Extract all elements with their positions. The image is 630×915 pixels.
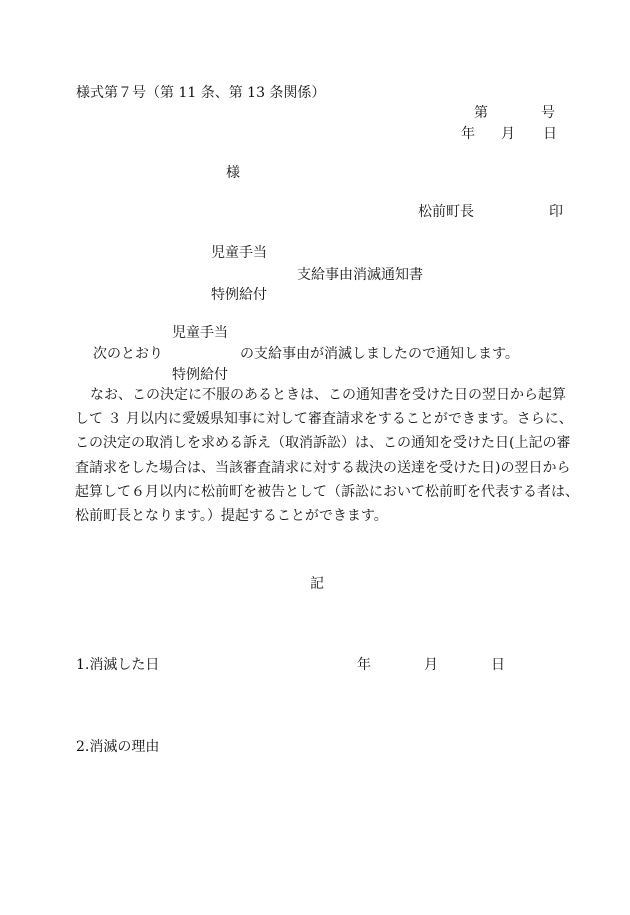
instruction-line: 起算して６月以内に松前町を被告として（訴訟において松前町を代表する者は、: [75, 483, 579, 500]
doc-number-dai: 第: [474, 105, 488, 121]
item1-day: 日: [491, 657, 505, 673]
title-line-jidou-teate: 児童手当: [211, 245, 267, 261]
form-reference: 様式第７号（第 11 条、第 13 条関係）: [76, 85, 326, 101]
addressee-suffix: 様: [226, 165, 240, 181]
issuer-seal: 印: [549, 204, 563, 220]
issuer-title: 松前町長: [418, 204, 474, 220]
date-year: 年: [461, 126, 475, 142]
title-line-tokurei-kyufu: 特例給付: [211, 287, 267, 303]
instruction-line: して ３ 月以内に愛媛県知事に対して審査請求をすることができます。さらに、: [75, 411, 573, 428]
item1-year: 年: [357, 657, 371, 673]
ki-heading: 記: [310, 576, 324, 592]
instruction-line: なお、この決定に不服のあるときは、この通知書を受けた日の翌日から起算: [90, 387, 566, 403]
item1-month: 月: [424, 657, 438, 673]
doc-number-go: 号: [541, 105, 555, 121]
title-line-main: 支給事由消滅通知書: [297, 267, 423, 283]
notice-upper-option: 児童手当: [172, 325, 228, 341]
item1-label: 1.消滅した日: [76, 657, 160, 673]
notice-prefix: 次のとおり: [93, 346, 163, 362]
notice-lower-option: 特例給付: [172, 367, 228, 383]
appeal-instructions: [75, 383, 579, 528]
date-day: 日: [543, 126, 557, 142]
date-month: 月: [501, 126, 515, 142]
item2-label: 2.消滅の理由: [76, 739, 160, 755]
notice-suffix: の支給事由が消滅しましたので通知します。: [240, 346, 519, 362]
instruction-line: 松前町長となります。）提起することができます。: [75, 508, 388, 525]
instruction-line: 査請求をした場合は、当該審査請求に対する裁決の送達を受けた日)の翌日から: [75, 459, 571, 476]
instruction-line: この決定の取消しを求める訴え（取消訴訟）は、この通知を受けた日(上記の審: [75, 435, 571, 452]
